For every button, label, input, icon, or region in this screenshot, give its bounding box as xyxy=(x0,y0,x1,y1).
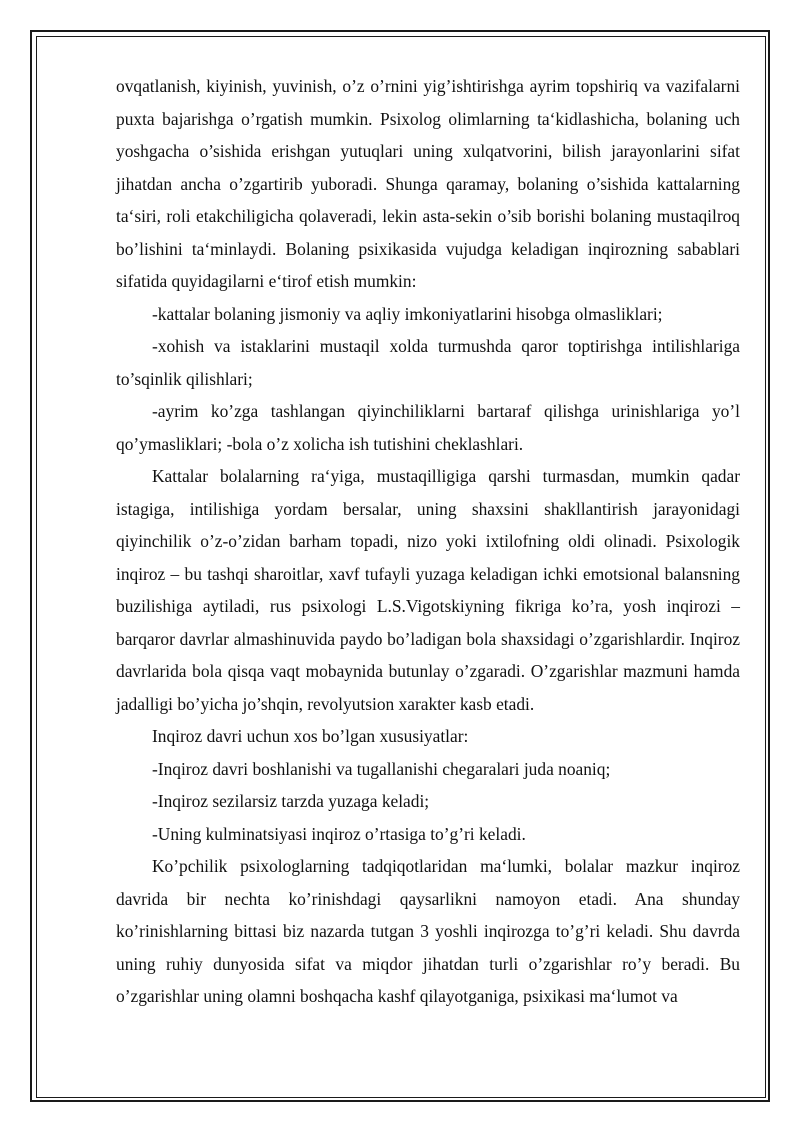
list-item-boundaries: -Inqiroz davri boshlanishi va tugallanishi chegaralari juda noaniq; xyxy=(152,758,611,779)
list-item-physical-mental: -kattalar bolaning jismoniy va aqliy imkoniyatlarini hisobga olmasliklari; xyxy=(152,303,663,324)
paragraph-continuation: ovqatlanish, kiyinish, yuvinish, o’z o’rnini yig’ishtirishga ayrim topshiriq va vazifalarni puxta bajarishga o’rgatish mumkin. Psixolog olimlarning ta‘kidlashicha, bolaning uch yoshgacha o’sishida erishgan yutuqlari uning xulqatvorini, bilish jarayonlarini sifat jihatdan ancha o’zgartirib yuboradi. Shunga qaramay, bolaning o’sishida kattalarning ta‘siri, roli etakchiligicha qolaveradi, lekin asta-sekin o’sib borishi bolaning mustaqilroq bo’lishini ta‘minlaydi. Bolaning psixikasida vujudga keladigan inqirozning sabablari sifatida quyidagilarni e‘tirof etish mumkin: xyxy=(116,76,740,291)
paragraph-stubbornness: Ko’pchilik psixologlarning tadqiqotlaridan ma‘lumki, bolalar mazkur inqiroz davrida bir nechta ko’rinishdagi qaysarlikni namoyon etadi. Ana shunday ko’rinishlarning bittasi biz nazarda tutgan 3 yoshli inqirozga to’g’ri keladi. Shu davrda uning ruhiy dunyosida sifat va miqdor jihatdan turli o’zgarishlar ro’y beradi. Bu o’zgarishlar uning olamni boshqacha kashf qilayotganiga, psixikasi ma‘lumot va xyxy=(116,856,740,1006)
paragraph-adults-crisis: Kattalar bolalarning ra‘yiga, mustaqilligiga qarshi turmasdan, mumkin qadar istagiga, intilishiga yordam bersalar, uning shaxsini shakllantirish jarayonidagi qiyinchilik o’z-o’zidan barham topadi, nizo yoki ixtilofning oldi olinadi. Psixologik inqiroz – bu tashqi sharoitlar, xavf tufayli yuzaga keladigan ichki emotsional balansning buzilishiga aytiladi, rus psixologi L.S.Vigotskiyning fikriga ko’ra, yosh inqirozi – barqaror davrlar almashinuvida paydo bo’ladigan bola shaxsidagi o’zgarishlardir. Inqiroz davrlarida bola qisqa vaqt mobaynida butunlay o’zgaradi. O’zgarishlar mazmuni hamda jadalligi bo’yicha jo’shqin, revolyutsion xarakter kasb etadi. xyxy=(116,466,740,714)
list-item-unnoticed: -Inqiroz sezilarsiz tarzda yuzaga keladi; xyxy=(152,791,430,811)
list-item-difficulties: -ayrim ko’zga tashlangan qiyinchiliklarni bartaraf qilishga urinishlariga yo’l qo’ymasliklari; -bola o’z xolicha ish tutishini cheklashlari. xyxy=(116,401,740,454)
list-item-culmination: -Uning kulminatsiyasi inqiroz o’rtasiga to’g’ri keladi. xyxy=(152,823,526,844)
document-body xyxy=(116,70,740,1013)
list-item-desires: -xohish va istaklarini mustaqil xolda turmushda qaror toptirishga intilishlariga to’sqinlik qilishlari; xyxy=(116,336,740,389)
crisis-features-heading: Inqiroz davri uchun xos bo’lgan xususiyatlar: xyxy=(152,726,469,746)
